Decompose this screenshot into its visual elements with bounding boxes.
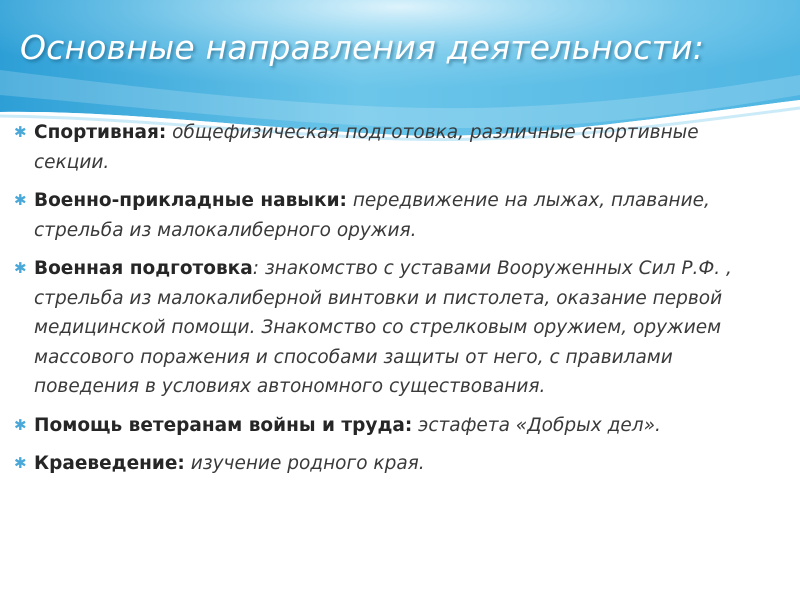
item-description: знакомство с уставами Вооруженных Сил Р.Ф. , стрельба из малокалиберной винтовки и пистолета, оказание первой медицинской помощи. Знакомство со стрелковым оружием, оружием массового поражения и способами защиты от него, с правилами поведения в условиях автономного существования. [34,258,732,397]
item-term-colon: : [252,258,259,279]
item-term: Спортивная: [34,122,167,143]
item-term: Помощь ветеранам войны и труда: [34,414,413,436]
bullet-asterisk-icon: ✱ [14,123,27,141]
list-item [14,411,774,441]
item-term: Краеведение: [34,453,185,474]
bullet-asterisk-icon: ✱ [14,259,27,277]
bullet-asterisk-icon: ✱ [14,191,27,209]
list-item [14,254,774,402]
slide-title: Основные направления деятельности: [20,28,705,67]
item-term: Военная подготовка [34,258,253,279]
bullet-asterisk-icon: ✱ [14,415,27,434]
bullet-list [14,118,774,488]
item-description: общефизическая подготовка, различные спортивные секции. [34,122,699,173]
list-item [14,449,774,479]
bullet-asterisk-icon: ✱ [14,454,27,472]
item-term: Военно-прикладные навыки: [34,190,347,211]
item-description: эстафета «Добрых дел». [412,414,661,436]
item-description: изучение родного края. [184,453,425,474]
list-item [14,186,774,245]
list-item [14,118,774,177]
item-description: передвижение на лыжах, плавание, стрельба из малокалиберного оружия. [34,190,710,241]
